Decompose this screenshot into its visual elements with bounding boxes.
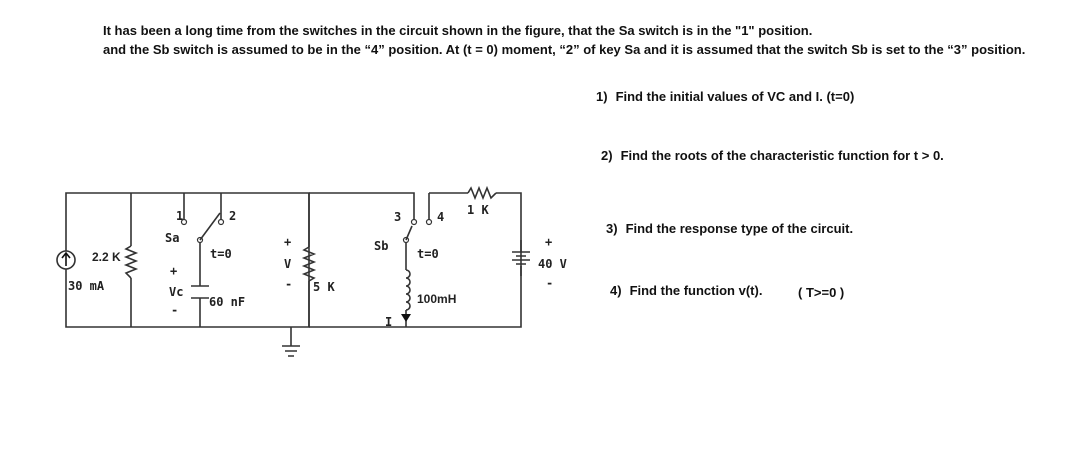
switch-sb-pos4-label: 4 [437, 210, 445, 224]
question-number: 2) [601, 148, 613, 163]
switch-sa-pos1-label: 1 [176, 209, 184, 223]
switch-sa-name-label: Sa [165, 231, 180, 245]
question-text: Find the function v(t). [629, 283, 763, 298]
voltage-v-plus-label: + [284, 235, 292, 249]
question-text: Find the response type of the circuit. [625, 221, 854, 236]
switch-sb-pos3-label: 3 [394, 210, 402, 224]
switch-sb-name-label: Sb [374, 239, 389, 253]
switch-sa-symbol [182, 213, 224, 243]
inductor-current-label: I [385, 315, 393, 329]
circuit-wires [66, 193, 521, 356]
resistor-5k-label: 5 K [313, 280, 335, 294]
resistor-1k-label: 1 K [467, 203, 489, 217]
capacitor-voltage-label: Vc [169, 285, 184, 299]
capacitor-symbol [191, 286, 209, 298]
question-number: 3) [606, 221, 618, 236]
question-text: Find the initial values of VC and I. (t=0) [615, 89, 855, 104]
battery-minus-label: - [546, 276, 554, 290]
switch-sa-time-label: t=0 [210, 247, 232, 261]
battery-value-label: 40 V [538, 257, 567, 271]
problem-line-2: and the Sb switch is assumed to be in the “4” position. At (t = 0) moment, “2” of key Sa and it is assumed that the switch Sb is set to the “3” position. [103, 42, 1026, 57]
voltage-v-minus-label: - [285, 277, 293, 291]
inductor-symbol [406, 270, 410, 310]
switch-sb-symbol [404, 220, 432, 243]
capacitor-value-label: 60 nF [209, 295, 246, 309]
resistor-2-2k-symbol [126, 246, 136, 278]
capacitor-plus-label: + [170, 264, 178, 278]
switch-sb-time-label: t=0 [417, 247, 439, 261]
question-number: 4) [610, 283, 622, 298]
capacitor-minus-label: - [171, 303, 179, 317]
inductor-value-label: 100mH [417, 292, 457, 306]
question-text: Find the roots of the characteristic function for t > 0. [620, 148, 944, 163]
current-arrow-icon [401, 314, 411, 322]
question-4-condition: ( T>=0 ) [798, 285, 845, 300]
voltage-v-label: V [284, 257, 292, 271]
current-source-label: 30 mA [68, 279, 105, 293]
resistor-1k-symbol [468, 188, 496, 198]
question-number: 1) [596, 89, 608, 104]
switch-sa-pos2-label: 2 [229, 209, 237, 223]
problem-line-1: It has been a long time from the switches in the circuit shown in the figure, that the Sa switch is in the "1" position. [103, 23, 813, 38]
battery-plus-label: + [545, 235, 553, 249]
resistor-2-2k-label: 2.2 K [92, 250, 121, 264]
current-source-symbol [57, 251, 75, 269]
resistor-5k-symbol [304, 247, 314, 281]
